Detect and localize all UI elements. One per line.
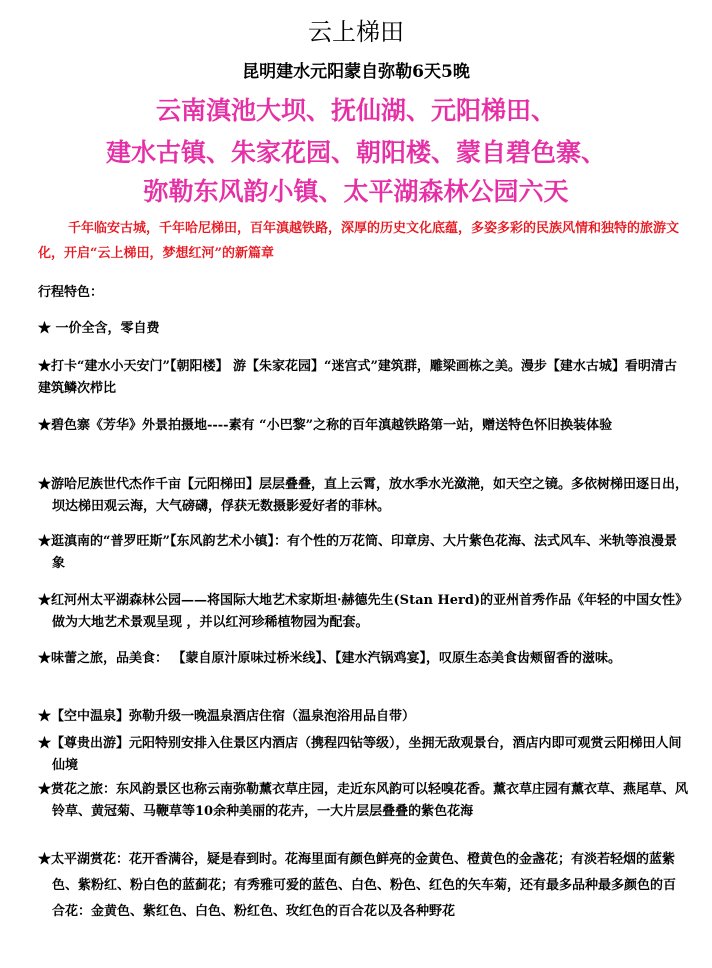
feature-item: ★味蕾之旅，品美食： 【蒙自原汁原味过桥米线】、【建水汽锅鸡宴】，叹原生态美食齿颊留香的滋味。 (38, 651, 622, 666)
headline-line: 云南滇池大坝、抚仙湖、元阳梯田、 (155, 96, 556, 125)
feature-item: ★【尊贵出游】元阳特别安排入住景区内酒店（携程四钻等级），坐拥无敌观景台，酒店内即可观赏云阳梯田人间仙境 (38, 736, 682, 773)
feature-item: ★ 一价全含，零自费 (38, 321, 160, 336)
feature-item: ★【空中温泉】弥勒升级一晚温泉酒店住宿（温泉泡浴用品自带） (38, 709, 416, 724)
feature-item: ★游哈尼族世代杰作千亩【元阳梯田】层层叠叠，直上云霄，放水季水光潋滟，如天空之镜。多依树梯田逐日出，坝达梯田观云海，大气磅礴，俘获无数摄影爱好者的菲林。 (38, 477, 689, 514)
feature-item: ★逛滇南的“普罗旺斯”【东风韵艺术小镇】：有个性的万花筒、印章房、大片紫色花海、法式风车、米轨等浪漫景象 (38, 534, 677, 571)
headline-line: 建水古镇、朱家花园、朝阳楼、蒙自碧色寨、 (105, 138, 606, 167)
feature-item: ★打卡“建水小天安门”【朝阳楼】 游【朱家花园】“迷宫式”建筑群，雕梁画栋之美。漫步【建水古城】看明清古建筑鳞次栉比 (38, 359, 677, 396)
feature-item: ★红河州太平湖森林公园——将国际大地艺术家斯坦·赫德先生(Stan Herd)的亚州首秀作品《年轻的中国女性》做为大地艺术景观呈现 ，并以红河珍稀植物园为配套。 (38, 593, 682, 630)
feature-item: ★碧色寨《芳华》外景拍摄地----素有 “小巴黎”之称的百年滇越铁路第一站，赠送特色怀旧换装体验 (38, 418, 613, 433)
document-title: 云上梯田 (308, 18, 404, 46)
features-label: 行程特色： (38, 285, 104, 300)
intro-paragraph: 千年临安古城，千年哈尼梯田，百年滇越铁路，深厚的历史文化底蕴，多姿多彩的民族风情和独特的旅游文化，开启“云上梯田，梦想红河”的新篇章 (38, 221, 680, 261)
feature-item: ★赏花之旅：东风韵景区也称云南弥勒薰衣草庄园，走近东风韵可以轻嗅花香。薰衣草庄园有薰衣草、燕尾草、风铃草、黄冠菊、马鞭草等10余种美丽的花卉，一大片层层叠叠的紫色花海 (38, 782, 689, 819)
feature-item: ★太平湖赏花：花开香满谷，疑是春到时。花海里面有颜色鲜亮的金黄色、橙黄色的金盏花；有淡若轻烟的蓝紫色、紫粉红、粉白色的蓝蓟花；有秀雅可爱的蓝色、白色、粉色、红色的矢车菊，还有最多品种最多颜色的百合花：金黄色、紫红色、白色、粉红色、玫红色的百合花以及各种野花 (38, 852, 677, 919)
headline-line: 弥勒东风韵小镇、太平湖森林公园六天 (143, 177, 569, 206)
route-subtitle: 昆明建水元阳蒙自弥勒6天5晚 (242, 62, 470, 82)
